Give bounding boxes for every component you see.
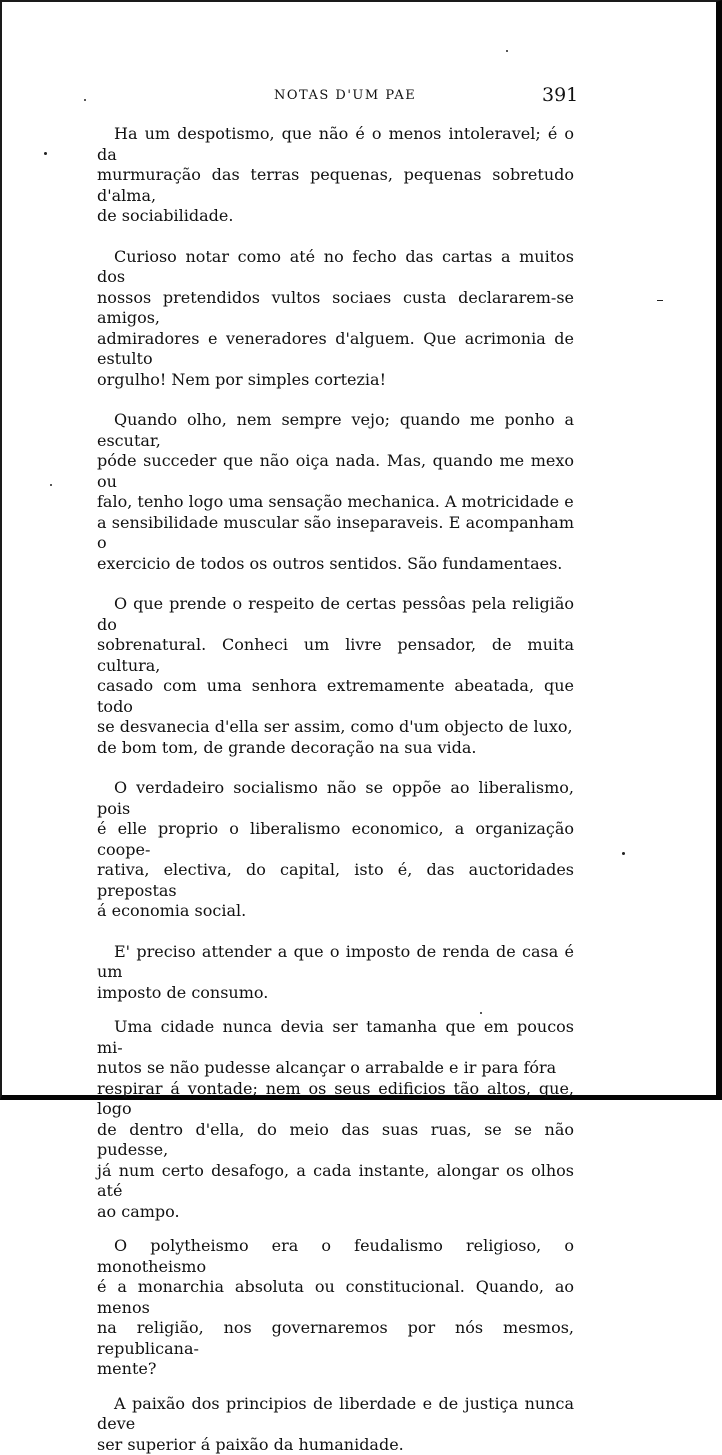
- ink-speck: [50, 484, 52, 486]
- paragraph-sentidos: Quando olho, nem sempre vejo; quando me ponho a escutar, póde succeder que não oiça nada. Mas, quando me mexo ou falo, tenho logo uma sensação mechanica. A motricidade e a sensibilidade muscular são inseparaveis. E acompanham o exercicio de todos os outros sentidos. São fundamentaes.: [97, 410, 574, 574]
- paragraph-despotismo: Ha um despotismo, que não é o menos intoleravel; é o da murmuração das terras pequenas, pequenas sobretudo d'alma, de sociabilidade.: [97, 124, 574, 227]
- paragraph-socialismo: O verdadeiro socialismo não se oppõe ao liberalismo, pois é elle proprio o liberalismo economico, a organização coope- rativa, electiva, do capital, isto é, das auctoridades prepostas á economia social.: [97, 778, 574, 922]
- body-text: [97, 124, 574, 1455]
- ink-speck: [480, 1012, 482, 1014]
- ink-speck: [84, 99, 86, 101]
- ink-speck: [657, 300, 663, 301]
- running-title: NOTAS D'UM PAE: [274, 88, 416, 103]
- ink-speck: [44, 152, 47, 155]
- page-header: [2, 86, 722, 110]
- page-number: 391: [542, 84, 578, 106]
- ink-speck: [506, 50, 508, 52]
- paragraph-cidade: Uma cidade nunca devia ser tamanha que em poucos mi- nutos se não pudesse alcançar o arrabalde e ir para fóra respirar á vontade; nem os seus edificios tão altos, que, logo de dentro d'ella, do meio das suas ruas, se se não pudesse, já num certo desafogo, a cada instante, alongar os olhos até ao campo.: [97, 1017, 574, 1222]
- ink-speck: [622, 852, 625, 855]
- paragraph-polytheismo: O polytheismo era o feudalismo religioso, o monotheismo é a monarchia absoluta ou constitucional. Quando, ao menos na religião, nos governaremos por nós mesmos, republicana- mente?: [97, 1236, 574, 1380]
- paragraph-liberdade: A paixão dos principios de liberdade e de justiça nunca deve ser superior á paixão da humanidade.: [97, 1394, 574, 1455]
- paragraph-cartas: Curioso notar como até no fecho das cartas a muitos dos nossos pretendidos vultos sociaes custa declararem-se amigos, admiradores e veneradores d'alguem. Que acrimonia de estulto orgulho! Nem por simples cortezia!: [97, 247, 574, 391]
- paragraph-religiao: O que prende o respeito de certas pessôas pela religião do sobrenatural. Conheci um livre pensador, de muita cultura, casado com uma senhora extremamente abeatada, que todo se desvanecia d'ella ser assim, como d'um objecto de luxo, de bom tom, de grande decoração na sua vida.: [97, 594, 574, 758]
- paragraph-imposto: E' preciso attender a que o imposto de renda de casa é um imposto de consumo.: [97, 942, 574, 1004]
